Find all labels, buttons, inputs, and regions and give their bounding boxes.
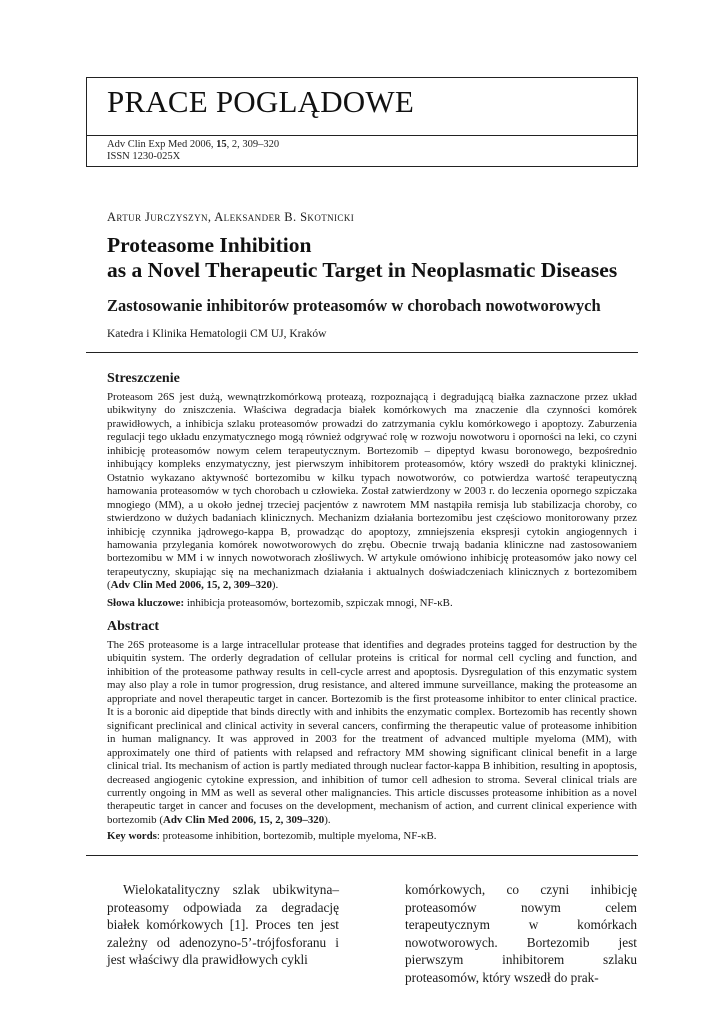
streszczenie-ref: Adv Clin Med 2006, 15, 2, 309–320: [110, 579, 272, 592]
abstract-body: The 26S proteasome is a large intracellular protease that identifies and degrades proteins tagged for destruction by the ubiquitin system. The orderly degradation of cellular proteins is critical for normal cell cycling and function, and inhibition of the proteasome pathway results in cell-cycle arrest and apoptosis. Dysregulation of this enzymatic system may also play a role in tumor progression, drug resistance, and altered immune surveillance, making the proteasome an appropriate and novel therapeutic target in cancer. Bortezomib is the first proteasome inhibitor to enter clinical practice. It is a boronic aid dipeptide that binds directly with and inhibits the enzymatic complex. Bortezomib has recently shown significant preclinical and clinical activity in several cancers, confirming the therapeutic value of proteasome inhibition in human malignancy. It was approved in 2003 for the treatment of advanced multiple myeloma (MM), with approximately one third of patients with relapsed and refractory MM showing significant clinical benefit in a large clinical trial. Its mechanism of action is partly mediated through nuclear factor-kappa B inhibition, resulting in apoptosis, decreased angiogenic cytokine expression, and inhibition of tumor cell adhesion to stroma. Several clinical trials are currently ongoing in MM as well as several other malignancies. This article discusses proteasome inhibition as a novel therapeutic target in cancer and focuses on the development, mechanism of action, and current clinical experience with bortezomib (: [107, 639, 637, 826]
affiliation: Katedra i Klinika Hematologii CM UJ, Kraków: [107, 328, 327, 340]
article-title-en: [107, 233, 617, 283]
streszczenie-text: [107, 391, 637, 593]
abstract-text: [107, 639, 637, 827]
authors: Artur Jurczyszyn, Aleksander B. Skotnicki: [107, 210, 355, 224]
section-title: PRACE POGLĄDOWE: [107, 84, 414, 119]
issn: ISSN 1230-025X: [107, 151, 181, 162]
streszczenie-end: ).: [271, 579, 279, 592]
journal-citation: [107, 139, 279, 151]
body-column-right: komórkowych, co czyni inhibicję proteasomów nowym celem terapeutycznym w komórkach nowotworowych. Bortezomib jest pierwszym inhibitorem szlaku proteasomów, który wszedł do prak-: [405, 882, 637, 985]
citation-journal: Adv Clin Exp Med 2006,: [107, 139, 217, 150]
title-en-line-2: as a Novel Therapeutic Target in Neoplasmatic Diseases: [107, 258, 618, 282]
keywords-label-en: Key words: [107, 830, 157, 842]
article-title-pl: Zastosowanie inhibitorów proteasomów w chorobach nowotworowych: [107, 296, 601, 315]
keywords-en: : proteasome inhibition, bortezomib, multiple myeloma, NF-κB.: [156, 830, 437, 842]
abstract-ref: Adv Clin Med 2006, 15, 2, 309–320: [162, 813, 325, 826]
streszczenie-body: Proteasom 26S jest dużą, wewnątrzkomórkową proteazą, rozpoznającą i degradującą białka zaznaczone przez układ ubikwityny do zniszczenia. Właściwa degradacja białek komórkowych ma znaczenie dla czynności komórek prawidłowych, a inhibicja szlaku proteasomów prowadzi do zatrzymania cyklu komórkowego i apoptozy. Zaburzenia regulacji tego układu enzymatycznego mogą również odgrywać rolę w rozwoju nowotworu i oporności na leki, co czyni inhibicję proteasomów nowym celem terapeutycznym. Bortezomib – dipeptyd kwasu boronowego, bezpośrednio inhibujący kompleks enzymatyczny, jest pierwszym inhibitorem proteasomów, który wszedł do praktyki klinicznej. Ostatnio wykazano aktywność bortezomibu w kilku typach nowotworów, co potwierdza wartość terapeutyczną hamowania proteasomów w tych chorobach u człowieka. Został zatwierdzony w 2003 r. do leczenia opornego szpiczaka mnogiego (MM), a u około jednej trzeciej pacjentów z nawrotem MM nastąpiła remisja lub stabilizacja choroby, co stwierdzono w dużych badaniach klinicznych. Mechanizm działania bortezomibu jest częściowo monitorowany przez inhibicję czynnika jądrowego-kappa B, prowadząc do apoptozy, zmniejszenia ekspresji cytokin angiogennych i hamowania przylegania komórek nowotworowych do zrębu. Obecnie trwają badania kliniczne nad zastosowaniem bortezomibu w MM i w innych nowotworach złośliwych. W artykule omówiono inhibicję proteasomów jako nowy cel terapeutyczny, skupiając się na mechanizmach działania i aktualnych doświadczeniach klinicznych z bortezomibem (: [107, 391, 637, 592]
streszczenie-heading: Streszczenie: [107, 371, 180, 386]
divider-top: [86, 352, 638, 353]
keywords-pl: inhibicja proteasomów, bortezomib, szpiczak mnogi, NF-κB.: [184, 597, 453, 609]
abstract-end: ).: [324, 813, 331, 826]
abstract-keywords: [107, 830, 637, 843]
citation-volume: 15: [216, 139, 227, 150]
body-column-left: Wielokatalityczny szlak ubikwityna–proteasomy odpowiada za degradację białek komórkowych [1]. Proces ten jest zależny od adenozyno-5’-trójfosforanu i jest właściwy dla prawidłowych cykli: [107, 882, 339, 968]
divider-bottom: [86, 855, 638, 856]
streszczenie-keywords: [107, 597, 637, 610]
citation-pages: , 2, 309–320: [226, 139, 280, 150]
keywords-label-pl: Słowa kluczowe:: [107, 597, 185, 609]
title-en-line-1: Proteasome Inhibition: [107, 233, 312, 257]
abstract-heading: Abstract: [107, 619, 160, 634]
